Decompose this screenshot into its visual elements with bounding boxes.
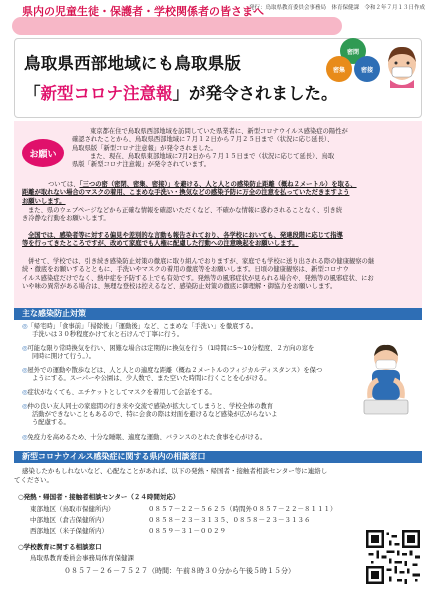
measure-item (22, 403, 356, 428)
notice-line: また、現在、鳥取県東部地域に7月2日から７月１５日まで（状況に応じて延長）、鳥取 (90, 152, 335, 160)
audience-text: 県内の児童生徒・保護者・学校関係者の皆さまへ (22, 5, 264, 18)
notice-paragraph-4 (22, 232, 420, 249)
notice-paragraph-3 (22, 207, 420, 224)
qr-code-icon[interactable] (366, 530, 420, 584)
center-phone-link[interactable]: ０８５８－２３－３１３５、０８５８－２３－３１３６ (148, 516, 311, 524)
bullet-icon: ◎ (22, 389, 28, 396)
measure-subtext: う配慮する。 (32, 419, 70, 427)
school-consult-phone[interactable]: ０８５７－２６－７５２７（時間：午前８時３０分から午後５時１５分） (64, 567, 295, 575)
notice-line: 県版「新型コロナ注意報」が発令されています。 (72, 161, 211, 169)
school-consult-office: 鳥取県教育委員会事務局体育保健課 (30, 554, 134, 562)
measure-item (22, 389, 356, 397)
center-area: 中部地区（倉吉保健所内） (30, 516, 108, 524)
consult-intro-line: てください。 (14, 476, 53, 484)
mitsu-circle-2: 密集 (326, 56, 352, 82)
center-phone-link[interactable]: ０８５９－３１－００２９ (148, 527, 226, 535)
measure-text: 免疫力を高めるため、十分な睡眠、適度な運動、バランスのとれた食事を心がける。 (27, 434, 267, 441)
measure-text: 仲の良い友人同士の家庭間の行き来や交流で感染が拡大してしまうと、学校全体の教育 (27, 403, 274, 410)
bullet-icon: ◎ (22, 367, 28, 374)
notice-line: いや味の異常がある場合は、無理な登校は控えるなど、感染防止対策の徹底に御理解・御協力をお願いします。 (22, 282, 337, 290)
notice-line: 確認されたことから、鳥取県西部地域に７月１２日から７月２５日まで（状況に応じ延長）、 (72, 136, 334, 144)
handwashing-child-illustration (356, 340, 416, 422)
notice-text: ついては、 (48, 181, 80, 188)
notice-line: イルス感染症だけでなく、熱中症を予防する上でも有効です。発熱等の風邪症状が見られる場合や、発熱等の風邪症状、にお (22, 274, 374, 282)
issuer-line: 発行：鳥取県教育委員会事務局 体育保健課 令和２年７月１３日作成 (248, 5, 425, 11)
center-area: 東部地区（鳥取市保健所内） (30, 505, 115, 513)
page-title-line1: 鳥取県西部地域にも鳥取県版 (24, 54, 242, 73)
measure-text: 症状がなくても、エチケットとしてマスクを着用して会話をする。 (27, 389, 216, 396)
bullet-icon: ◎ (22, 345, 28, 352)
measure-subtext: ようにする。スーパーや公園は、少人数で、また空いた時間に行くことを心がける。 (32, 375, 271, 383)
measure-item (22, 434, 420, 442)
title-suffix: 」が発令されました。 (172, 84, 338, 103)
notice-emphasis: 「三つの密（密閉、密集、密接）」を避ける、人と人との感染防止距離（概ね２メートル）を取る、 (79, 181, 357, 188)
measure-item (22, 323, 352, 339)
notice-paragraph-2 (22, 181, 420, 206)
bullet-icon: ◎ (22, 323, 28, 330)
school-consult-title: ○学校教育に関する相談窓口 (18, 543, 102, 551)
notice-emphasis: 等を行ってきたところですが、改めて家庭でも人権に配慮した行動への注意喚起をお願いします。 (22, 240, 299, 248)
masked-person-illustration (384, 44, 420, 88)
center-phone-link[interactable]: ０８５７－２２－５６２５（時間外０８５７－２２－８１１１） (148, 505, 337, 513)
center-area: 西部地区（米子保健所内） (30, 527, 108, 535)
notice-paragraph-5 (22, 258, 420, 291)
mitsu-circle-1: 密閉 (340, 38, 366, 64)
consult-intro-line: 感染したかもしれないなど、心配なことがあれば、以下の発熱・帰国者・接触者相談センター等に連絡し (22, 467, 328, 475)
measure-text: 屋外での運動や散歩などは、人と人との適度な距離（概ね２メートルのフィジカルディスタンス）を保つ (27, 367, 323, 374)
bullet-icon: ◎ (22, 434, 28, 441)
notice-line: 続・徹底をお願いするとともに、手洗いやマスクの着用の徹底等をお願いします。日頃の健康観察は、新型コロナウ (22, 266, 349, 274)
measure-item (22, 367, 356, 383)
measure-subtext: 同時に開けて行う。）。 (32, 353, 95, 361)
measure-subtext: 活動ができないこともあるので、特に会食の際は対面を避けるなど感染が広がらないよ (32, 411, 278, 419)
measure-text: 「帰宅時」「食事前」「掃除後」「運動後」など、こまめな「手洗い」を徹底する。 (27, 323, 258, 330)
page-title-line2 (24, 80, 338, 104)
fever-center-title: ○発熱・帰国者・接触者相談センター（２４時間対応） (18, 493, 180, 501)
title-highlight: 新型コロナ注意報 (40, 84, 173, 103)
notice-emphasis: 距離が取れない場合のマスクの着用、こまめな手洗い・換気などの感染予防に万全の注意を払っていただきますよう (22, 189, 350, 197)
measure-subtext: 手洗いは３０秒程度かけて水と石けんで丁寧に行う。 (32, 331, 184, 339)
measure-item (22, 345, 356, 361)
measure-text: 可能な限り常時換気を行い、困難な場合は定期的に換気を行う（1時間に5～10分程度、２方向の窓を (27, 345, 315, 352)
notice-emphasis: 全国では、感染者等に対する偏見や差別的な言動も報告されており、各学校においても、発達段階に応じて指導 (28, 232, 343, 239)
notice-emphasis: お願いします。 (22, 197, 66, 205)
bullet-icon: ◎ (22, 403, 28, 410)
notice-line: また、県のウェブページなどから正確な情報を確認いただくなど、不確かな情報に惑わされることなく、引き続 (28, 207, 343, 214)
mitsu-circle-3: 密接 (354, 56, 380, 82)
notice-line: 併せて、学校では、引き続き感染防止対策の徹底に取り組んでおりますが、家庭でも学校に送り出される際の健康観察の継 (28, 258, 375, 265)
consult-header: 新型コロナウイルス感染症に関する県内の相談窓口 (14, 451, 422, 463)
title-bracket-open: 「 (24, 84, 41, 103)
measures-header: 主な感染防止対策 (14, 308, 422, 320)
notice-paragraph-1 (72, 128, 418, 169)
notice-line: き冷静な行動をお願いします。 (22, 215, 110, 223)
notice-line: 鳥取県版「新型コロナ注意報」が発令されました。 (72, 144, 217, 152)
audience-banner (12, 17, 342, 35)
notice-line: 東京都在住で鳥取県西部地域を訪問していた県業者に、新型コロナウイルス感染症の陽性が (90, 128, 348, 135)
onegai-badge: お願い (22, 139, 64, 167)
